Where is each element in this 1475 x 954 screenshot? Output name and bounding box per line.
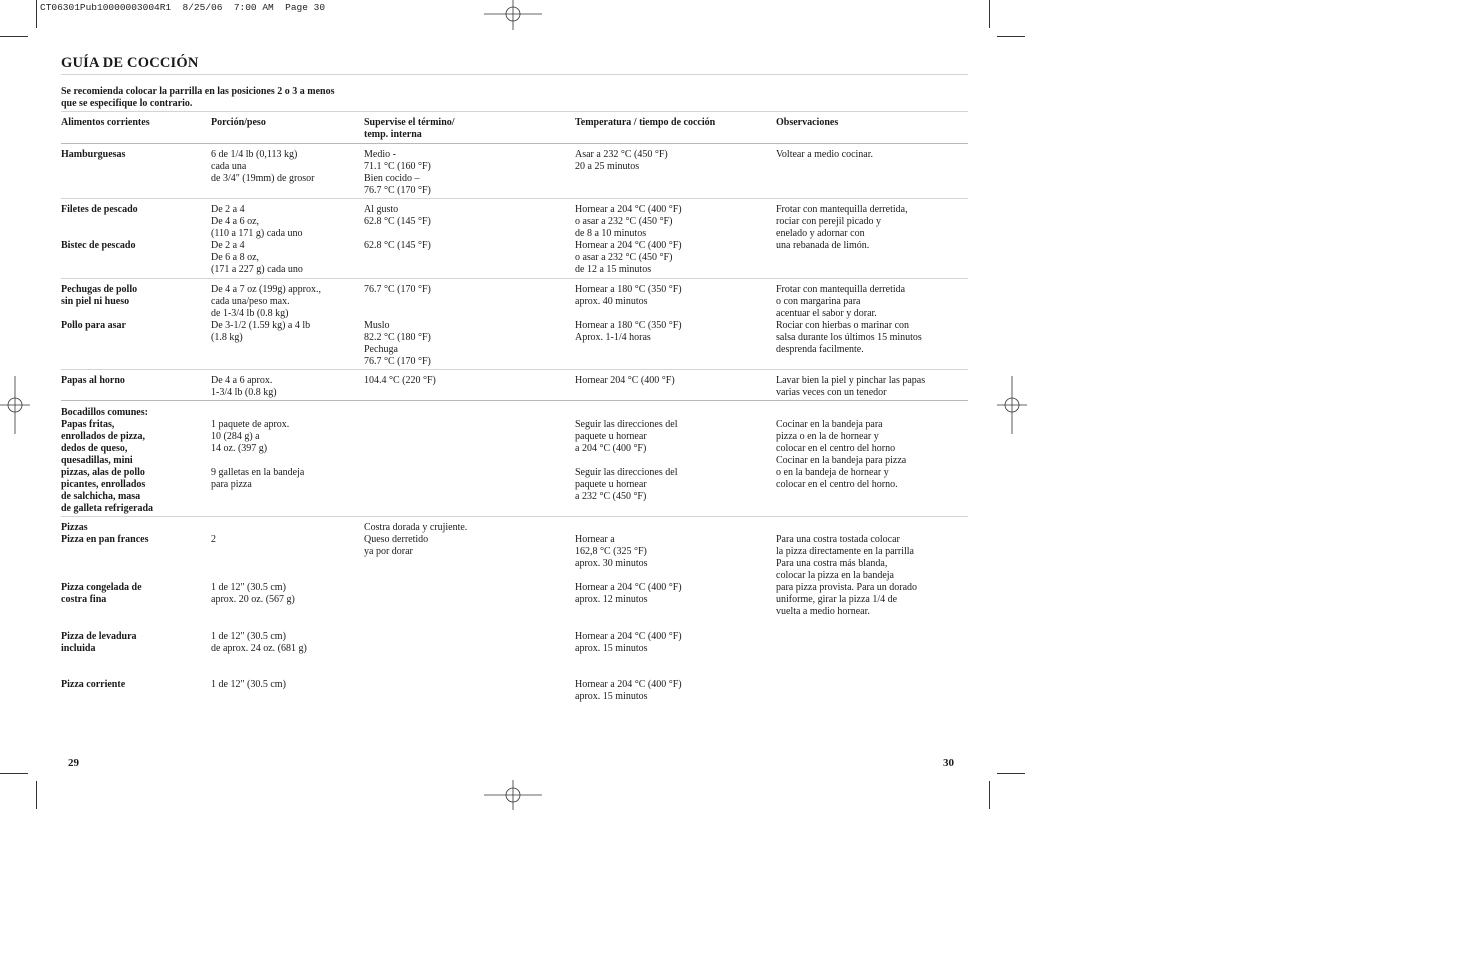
crop-mark-top-left-v bbox=[36, 0, 37, 28]
intro-text: Se recomienda colocar la parrilla en las posiciones 2 o 3 a menos que se especifique lo contrario. bbox=[61, 86, 335, 109]
table-row-doneness: Costra dorada y crujiente. Queso derretido ya por dorar bbox=[364, 522, 468, 557]
crop-mark-bottom-right-h bbox=[997, 773, 1025, 774]
table-row-doneness: 62.8 °C (145 °F) bbox=[364, 240, 431, 251]
table-row-notes: Cocinar en la bandeja para pizza o en la de hornear y colocar en el centro del horno Cocinar en la bandeja para pizza o en la bandeja de hornear y colocar en el centro del horno. bbox=[776, 419, 907, 490]
row-divider bbox=[61, 400, 968, 401]
table-row-food: Pizza de levadura incluida bbox=[61, 631, 137, 654]
table-row-temperature: Hornear 204 °C (400 °F) bbox=[575, 375, 675, 386]
header-rule bbox=[61, 143, 968, 144]
table-row-portion: De 4 a 6 aprox. 1-3/4 lb (0.8 kg) bbox=[211, 375, 277, 398]
table-row-food: Pollo para asar bbox=[61, 320, 126, 331]
table-row-portion: 2 bbox=[211, 534, 216, 545]
table-row-notes: Voltear a medio cocinar. bbox=[776, 149, 874, 160]
table-row-portion: 6 de 1/4 lb (0,113 kg) cada una de 3/4" (19mm) de grosor bbox=[211, 149, 315, 184]
column-header-portion: Porción/peso bbox=[211, 117, 266, 128]
table-row-food: Pizza corriente bbox=[61, 679, 126, 690]
table-row-temperature: Hornear a 204 °C (400 °F) o asar a 232 °C (450 °F) de 8 a 10 minutos bbox=[575, 204, 682, 239]
table-row-temperature: Hornear a 162,8 °C (325 °F) aprox. 30 minutos bbox=[575, 534, 648, 569]
table-row-food: Hamburguesas bbox=[61, 149, 126, 160]
table-row-portion: 1 paquete de aprox. 10 (284 g) a 14 oz. (397 g) 9 galletas en la bandeja para pizza bbox=[211, 419, 305, 490]
table-row-portion: 1 de 12" (30.5 cm) de aprox. 24 oz. (681 g) bbox=[211, 631, 307, 654]
page-number-left: 29 bbox=[68, 757, 79, 769]
table-row-portion: De 3-1/2 (1.59 kg) a 4 lb (1.8 kg) bbox=[211, 320, 311, 343]
crop-mark-bottom-left-v bbox=[36, 781, 37, 809]
table-row-food: Bistec de pescado bbox=[61, 240, 136, 251]
table-row-food: Pizza congelada de costra fina bbox=[61, 582, 142, 605]
table-row-notes: Frotar con mantequilla derretida o con margarina para acentuar el sabor y dorar. Rociar con hierbas o marinar con salsa durante los últimos 15 minutos desprenda facilmente. bbox=[776, 284, 922, 355]
page-number-right: 30 bbox=[943, 757, 954, 769]
row-divider bbox=[61, 369, 968, 370]
table-row-temperature: Hornear a 204 °C (400 °F) aprox. 15 minutos bbox=[575, 631, 682, 654]
table-row-temperature: Hornear a 204 °C (400 °F) o asar a 232 °C (450 °F) de 12 a 15 minutos bbox=[575, 240, 682, 275]
table-row-food: Pizzas Pizza en pan frances bbox=[61, 522, 149, 545]
page-title: GUÍA DE COCCIÓN bbox=[61, 55, 199, 71]
table-row-portion: De 2 a 4 De 6 a 8 oz, (171 a 227 g) cada uno bbox=[211, 240, 303, 275]
table-row-doneness: Medio - 71.1 °C (160 °F) Bien cocido – 76.7 °C (170 °F) bbox=[364, 149, 431, 196]
title-rule bbox=[61, 74, 968, 75]
row-divider bbox=[61, 198, 968, 199]
table-row-temperature: Hornear a 204 °C (400 °F) aprox. 15 minutos bbox=[575, 679, 682, 702]
table-row-doneness: Muslo 82.2 °C (180 °F) Pechuga 76.7 °C (170 °F) bbox=[364, 320, 431, 367]
table-row-notes: Frotar con mantequilla derretida, rociar con perejil picado y enelado y adornar con una rebanada de limón. bbox=[776, 204, 908, 251]
table-row-portion: 1 de 12" (30.5 cm) bbox=[211, 679, 286, 690]
crop-mark-top-right-h bbox=[997, 36, 1025, 37]
table-row-temperature: Hornear a 204 °C (400 °F) aprox. 12 minutos bbox=[575, 582, 682, 605]
registration-mark-right-icon bbox=[997, 376, 1027, 434]
table-row-food: Filetes de pescado bbox=[61, 204, 138, 215]
column-header-notes: Observaciones bbox=[776, 117, 839, 128]
table-row-portion: 1 de 12" (30.5 cm) aprox. 20 oz. (567 g) bbox=[211, 582, 295, 605]
table-row-temperature: Hornear a 180 °C (350 °F) Aprox. 1-1/4 horas bbox=[575, 320, 682, 343]
table-row-notes: Para una costra tostada colocar la pizza directamente en la parrilla Para una costra más blanda, colocar la pizza en la bandeja para pizza provista. Para un dorado uniforme, girar la pizza 1/4 de vuelta a medio hornear. bbox=[776, 534, 918, 617]
table-row-food: Papas al horno bbox=[61, 375, 125, 386]
table-row-notes: Lavar bien la piel y pinchar las papas varias veces con un tenedor bbox=[776, 375, 926, 398]
printer-slug: CT06301Pub10000003004R1 8/25/06 7:00 AM Page 30 bbox=[40, 2, 326, 13]
table-row-food: Pechugas de pollo sin piel ni hueso bbox=[61, 284, 138, 307]
table-row-temperature: Seguir las direcciones del paquete u hornear a 204 °C (400 °F) Seguir las direcciones del paquete u hornear a 232 °C (450 °F) bbox=[575, 419, 678, 502]
crop-mark-top-right-v bbox=[989, 0, 990, 28]
table-row-temperature: Hornear a 180 °C (350 °F) aprox. 40 minutos bbox=[575, 284, 682, 307]
row-divider bbox=[61, 278, 968, 279]
column-header-temperature: Temperatura / tiempo de cocción bbox=[575, 117, 716, 128]
table-row-portion: De 2 a 4 De 4 a 6 oz, (110 a 171 g) cada uno bbox=[211, 204, 303, 239]
column-header-doneness: Supervise el término/ temp. interna bbox=[364, 117, 455, 140]
crop-mark-bottom-left-h bbox=[0, 773, 28, 774]
table-row-doneness: 104.4 °C (220 °F) bbox=[364, 375, 436, 386]
registration-mark-left-icon bbox=[0, 376, 30, 434]
registration-mark-bottom-icon bbox=[484, 780, 542, 810]
table-row-portion: De 4 a 7 oz (199g) approx., cada una/peso max. de 1-3/4 lb (0.8 kg) bbox=[211, 284, 321, 319]
table-row-doneness: 76.7 °C (170 °F) bbox=[364, 284, 431, 295]
registration-mark-top-icon bbox=[484, 0, 542, 30]
crop-mark-top-left-h bbox=[0, 36, 28, 37]
table-row-doneness: Al gusto 62.8 °C (145 °F) bbox=[364, 204, 431, 227]
intro-rule bbox=[61, 111, 968, 112]
table-row-temperature: Asar a 232 °C (450 °F) 20 a 25 minutos bbox=[575, 149, 668, 172]
table-row-food: Bocadillos comunes: Papas fritas, enrollados de pizza, dedos de queso, quesadillas, mini pizzas, alas de pollo picantes, enrollados de salchicha, masa de galleta refrigerada bbox=[61, 407, 154, 514]
row-divider bbox=[61, 516, 968, 517]
crop-mark-bottom-right-v bbox=[989, 781, 990, 809]
column-header-food: Alimentos corrientes bbox=[61, 117, 150, 128]
